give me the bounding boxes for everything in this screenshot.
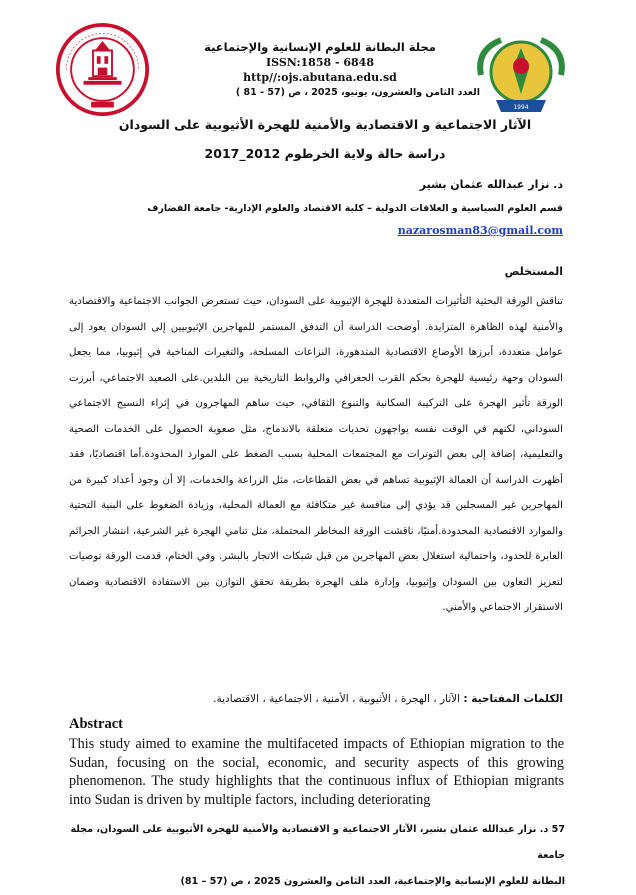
citation-line-2: البطانة للعلوم الإنسانية والإجتماعية، العدد الثامن والعشرون 2025 ، ص (57 – 81) — [180, 876, 565, 887]
author-affiliation: قسم العلوم السياسية و العلاقات الدولية – كلية الاقتصاد والعلوم الإدارية- جامعة القضارف — [147, 203, 563, 214]
english-abstract-text: This study aimed to examine the multifaceted impacts of Ethiopian migration to the Sudan, focusing on the social, economic, and security aspects of this growing phenomenon. The study highlights that the continuous influx of Ethiopian migrants into Sudan is driven by multiple factors, including deteriorating — [69, 736, 564, 808]
university-logo-left — [55, 22, 150, 117]
journal-issn: ISSN:1858 - 6848 — [266, 56, 374, 69]
keywords-label: الكلمات المفتاحية : — [463, 693, 563, 705]
journal-header — [150, 40, 490, 98]
article-title: الآثار الاجتماعية و الاقتصادية والأمنية للهجرة الأثيوبية على السودان — [118, 117, 532, 132]
journal-title: مجلة البطانة للعلوم الإنسانية والإجتماعية — [204, 40, 436, 54]
arabic-abstract-text: تناقش الورقة البحثية التأثيرات المتعددة للهجرة الإثيوبية على السودان، حيث تستعرض الجوانب الاجتماعية والاقتصادية والأمنية لهذه الظاهرة المتزايدة. أوضحت الدراسة أن التدفق المستمر للمهاجرين الإثيوبيين إلى السودان يعود إلى عوامل متعددة، أبرزها الأوضاع الاقتصادية المتدهورة، النزاعات المسلحة، والتغيرات المناخية في إثيوبيا، مما يجعل السودان وجهة رئيسية للهجرة بحكم القرب الجغرافي والروابط التاريخية بين البلدين.على الصعيد الاجتماعي، أبرزت الورقة تأثير الهجرة على التركيبة السكانية والتنوع الثقافي، حيث ساهم المهاجرون في إثراء النسيج الاجتماعي السوداني، لكنهم في الوقت نفسه يواجهون تحديات متعلقة بالاندماج، مثل صعوبة الحصول على الخدمات الصحية والتعليمية، إضافة إلى بعض التوترات مع المجتمعات المحلية بسبب الضغط على الموارد المحدودة.أما اقتصاديًا، فقد أظهرت الدراسة أن العمالة الإثيوبية تساهم في بعض القطاعات، مثل الزراعة والخدمات، إلا أن وجود أعداد كبيرة من المهاجرين غير المسجلين قد يؤدي إلى منافسة غير متكافئة مع العمالة المحلية، وزيادة الضغوط على البنية التحتية والموارد الاقتصادية المحدودة.أمنيًا، ناقشت الورقة المخاطر المحتملة، مثل تنامي الهجرة غير الشرعية، انتشار الجرائم العابرة للحدود، واحتمالية استغلال بعض المهاجرين من قبل شبكات الاتجار بالبشر. وفي الختام، قدمت الورقة توصيات لتعزيز التعاون بين السودان وإثيوبيا، وإدارة ملف الهجرة بطريقة تحقق التوازن بين الاستفادة الاقتصادية وضمان الاستقرار الاجتماعي والأمني. — [69, 296, 563, 613]
citation-footer — [60, 817, 565, 895]
journal-issue: العدد الثامن والعشرون، يونيو، 2025 ، ص (57 - 81 ) — [235, 87, 480, 98]
citation-line-1: 57 د. نزار عبدالله عثمان بشير، الآثار الاجتماعية و الاقتصادية والأمنية للهجرة الأثيوبية على السودان، مجلة جامعة — [70, 824, 565, 861]
svg-text:1994: 1994 — [513, 104, 529, 111]
keywords — [213, 693, 563, 705]
article-subtitle: دراسة حالة ولاية الخرطوم 2012_2017 — [204, 146, 446, 161]
author-email-link[interactable]: nazarosman83@gmail.com — [397, 224, 563, 237]
keywords-text: الآثار ، الهجرة ، الأثيوبية ، الأمنية ، الاجتماعية ، الاقتصادية. — [213, 693, 461, 705]
journal-url[interactable]: http//:ojs.abutana.edu.sd — [243, 71, 397, 84]
author-name: د. نزار عبدالله عثمان بشير — [419, 178, 563, 191]
english-abstract-heading: Abstract — [69, 716, 123, 732]
arabic-abstract-heading: المستخلص — [504, 265, 563, 278]
